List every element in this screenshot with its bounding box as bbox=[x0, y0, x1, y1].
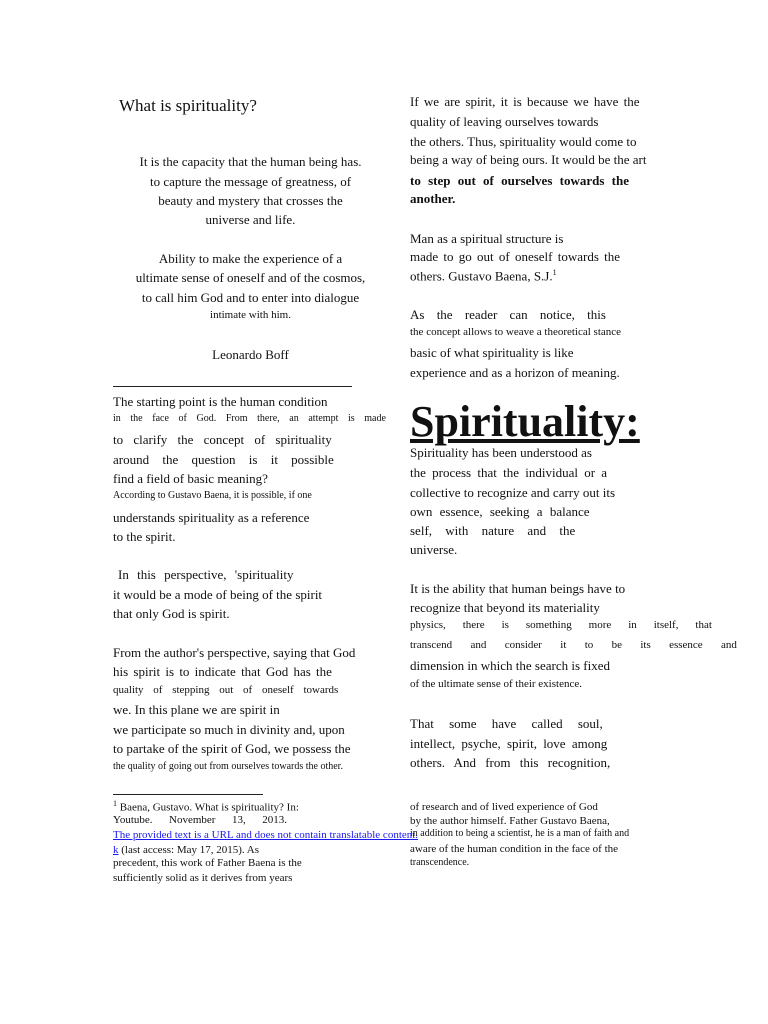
body-line: it would be a mode of being of the spirit bbox=[113, 587, 323, 602]
body-line: the process that the individual or a bbox=[410, 465, 608, 480]
body-line: physics, there is something more in itself, that bbox=[410, 619, 712, 631]
body-line: the concept allows to weave a theoretical stance bbox=[410, 326, 622, 338]
body-line: to step out of ourselves towards the bbox=[410, 173, 629, 188]
body-line: As the reader can notice, this bbox=[410, 307, 606, 322]
body-line: find a field of basic meaning? bbox=[113, 471, 268, 486]
body-line: If we are spirit, it is because we have the bbox=[410, 94, 640, 109]
body-line: aware of the human condition in the face of the bbox=[410, 843, 619, 855]
body-line: that only God is spirit. bbox=[113, 606, 230, 621]
body-line: The starting point is the human condition bbox=[113, 394, 328, 409]
quote-line: ultimate sense of oneself and of the cosmos, bbox=[135, 270, 366, 285]
body-line: transcendence. bbox=[410, 857, 470, 868]
body-line: of the ultimate sense of their existence. bbox=[410, 678, 582, 690]
section-heading: Spirituality: bbox=[410, 397, 640, 446]
body-line: According to Gustavo Baena, it is possible, if one bbox=[113, 490, 312, 501]
body-line: we. In this plane we are spirit in bbox=[113, 702, 280, 717]
quote-line: intimate with him. bbox=[210, 309, 291, 321]
body-line: the quality of going out from ourselves towards the other. bbox=[113, 761, 343, 772]
body-line: own essence, seeking a balance bbox=[410, 504, 590, 519]
body-line: understands spirituality as a reference bbox=[113, 510, 310, 525]
quote-line: It is the capacity that the human being has. bbox=[139, 154, 362, 169]
body-text: others. Gustavo Baena, S.J. bbox=[410, 268, 553, 284]
divider bbox=[113, 386, 352, 387]
body-line: recognize that beyond its materiality bbox=[410, 600, 600, 615]
footnote-marker: 1 bbox=[113, 799, 117, 808]
body-line: others. And from this recognition, bbox=[410, 755, 611, 770]
body-line: From the author's perspective, saying that God bbox=[113, 645, 356, 660]
body-line: to partake of the spirit of God, we possess the bbox=[113, 741, 351, 756]
body-line: his spirit is to indicate that God has the bbox=[113, 664, 332, 679]
body-line: to the spirit. bbox=[113, 529, 176, 544]
body-line: universe. bbox=[410, 542, 458, 557]
body-line: experience and as a horizon of meaning. bbox=[410, 365, 620, 380]
body-line: intellect, psyche, spirit, love among bbox=[410, 736, 608, 751]
body-line: Spirituality has been understood as bbox=[410, 445, 592, 460]
footnote-line bbox=[113, 845, 259, 856]
quote-line: to call him God and to enter into dialogue bbox=[141, 290, 360, 305]
body-line: made to go out of oneself towards the bbox=[410, 249, 621, 264]
body-line: to clarify the concept of spirituality bbox=[113, 432, 332, 447]
body-line: transcend and consider it to be its essence and bbox=[410, 639, 737, 651]
quote-line: Ability to make the experience of a bbox=[158, 251, 343, 266]
footnote-ref: 1 bbox=[552, 268, 557, 277]
body-line: Man as a spiritual structure is bbox=[410, 231, 564, 246]
body-line: basic of what spirituality is like bbox=[410, 345, 574, 360]
body-line: In this perspective, 'spirituality bbox=[118, 567, 294, 582]
body-line: in addition to being a scientist, he is a man of faith and bbox=[410, 828, 630, 839]
quote-line: universe and life. bbox=[205, 212, 296, 227]
body-line: self, with nature and the bbox=[410, 523, 576, 538]
body-line: by the author himself. Father Gustavo Baena, bbox=[410, 815, 610, 827]
body-line: in the face of God. From there, an attempt is made bbox=[113, 413, 386, 424]
body-line: That some have called soul, bbox=[410, 716, 603, 731]
footnote-line: precedent, this work of Father Baena is the bbox=[113, 857, 302, 869]
body-line: quality of leaving ourselves towards bbox=[410, 114, 599, 129]
quote-line: beauty and mystery that crosses the bbox=[158, 193, 343, 208]
body-line bbox=[410, 269, 557, 282]
footnote-line bbox=[113, 800, 299, 814]
body-line: the others. Thus, spirituality would come to bbox=[410, 134, 637, 149]
quote-line: to capture the message of greatness, of bbox=[149, 174, 352, 189]
quote-author: Leonardo Boff bbox=[212, 347, 289, 362]
footnote-divider bbox=[113, 794, 263, 795]
body-line: of research and of lived experience of God bbox=[410, 801, 598, 813]
body-line: we participate so much in divinity and, upon bbox=[113, 722, 345, 737]
footnote-text: Baena, Gustavo. What is spirituality? In: bbox=[119, 801, 299, 814]
footnote-line: Youtube. November 13, 2013. bbox=[113, 814, 287, 826]
body-line: another. bbox=[410, 191, 456, 206]
body-line: It is the ability that human beings have to bbox=[410, 581, 626, 596]
footnote-text: (last access: May 17, 2015). As bbox=[118, 844, 260, 856]
page-title: What is spirituality? bbox=[119, 96, 257, 115]
body-line: quality of stepping out of oneself towards bbox=[113, 684, 339, 696]
footnote-line: sufficiently solid as it derives from years bbox=[113, 872, 293, 884]
body-line: dimension in which the search is fixed bbox=[410, 658, 611, 673]
body-line: around the question is it possible bbox=[113, 452, 334, 467]
footnote-link[interactable]: The provided text is a URL and does not contain translatable content. bbox=[113, 829, 419, 841]
body-line: being a way of being ours. It would be the art bbox=[410, 152, 647, 167]
footnote-link-tail[interactable]: k bbox=[113, 844, 119, 856]
body-line: collective to recognize and carry out its bbox=[410, 485, 616, 500]
